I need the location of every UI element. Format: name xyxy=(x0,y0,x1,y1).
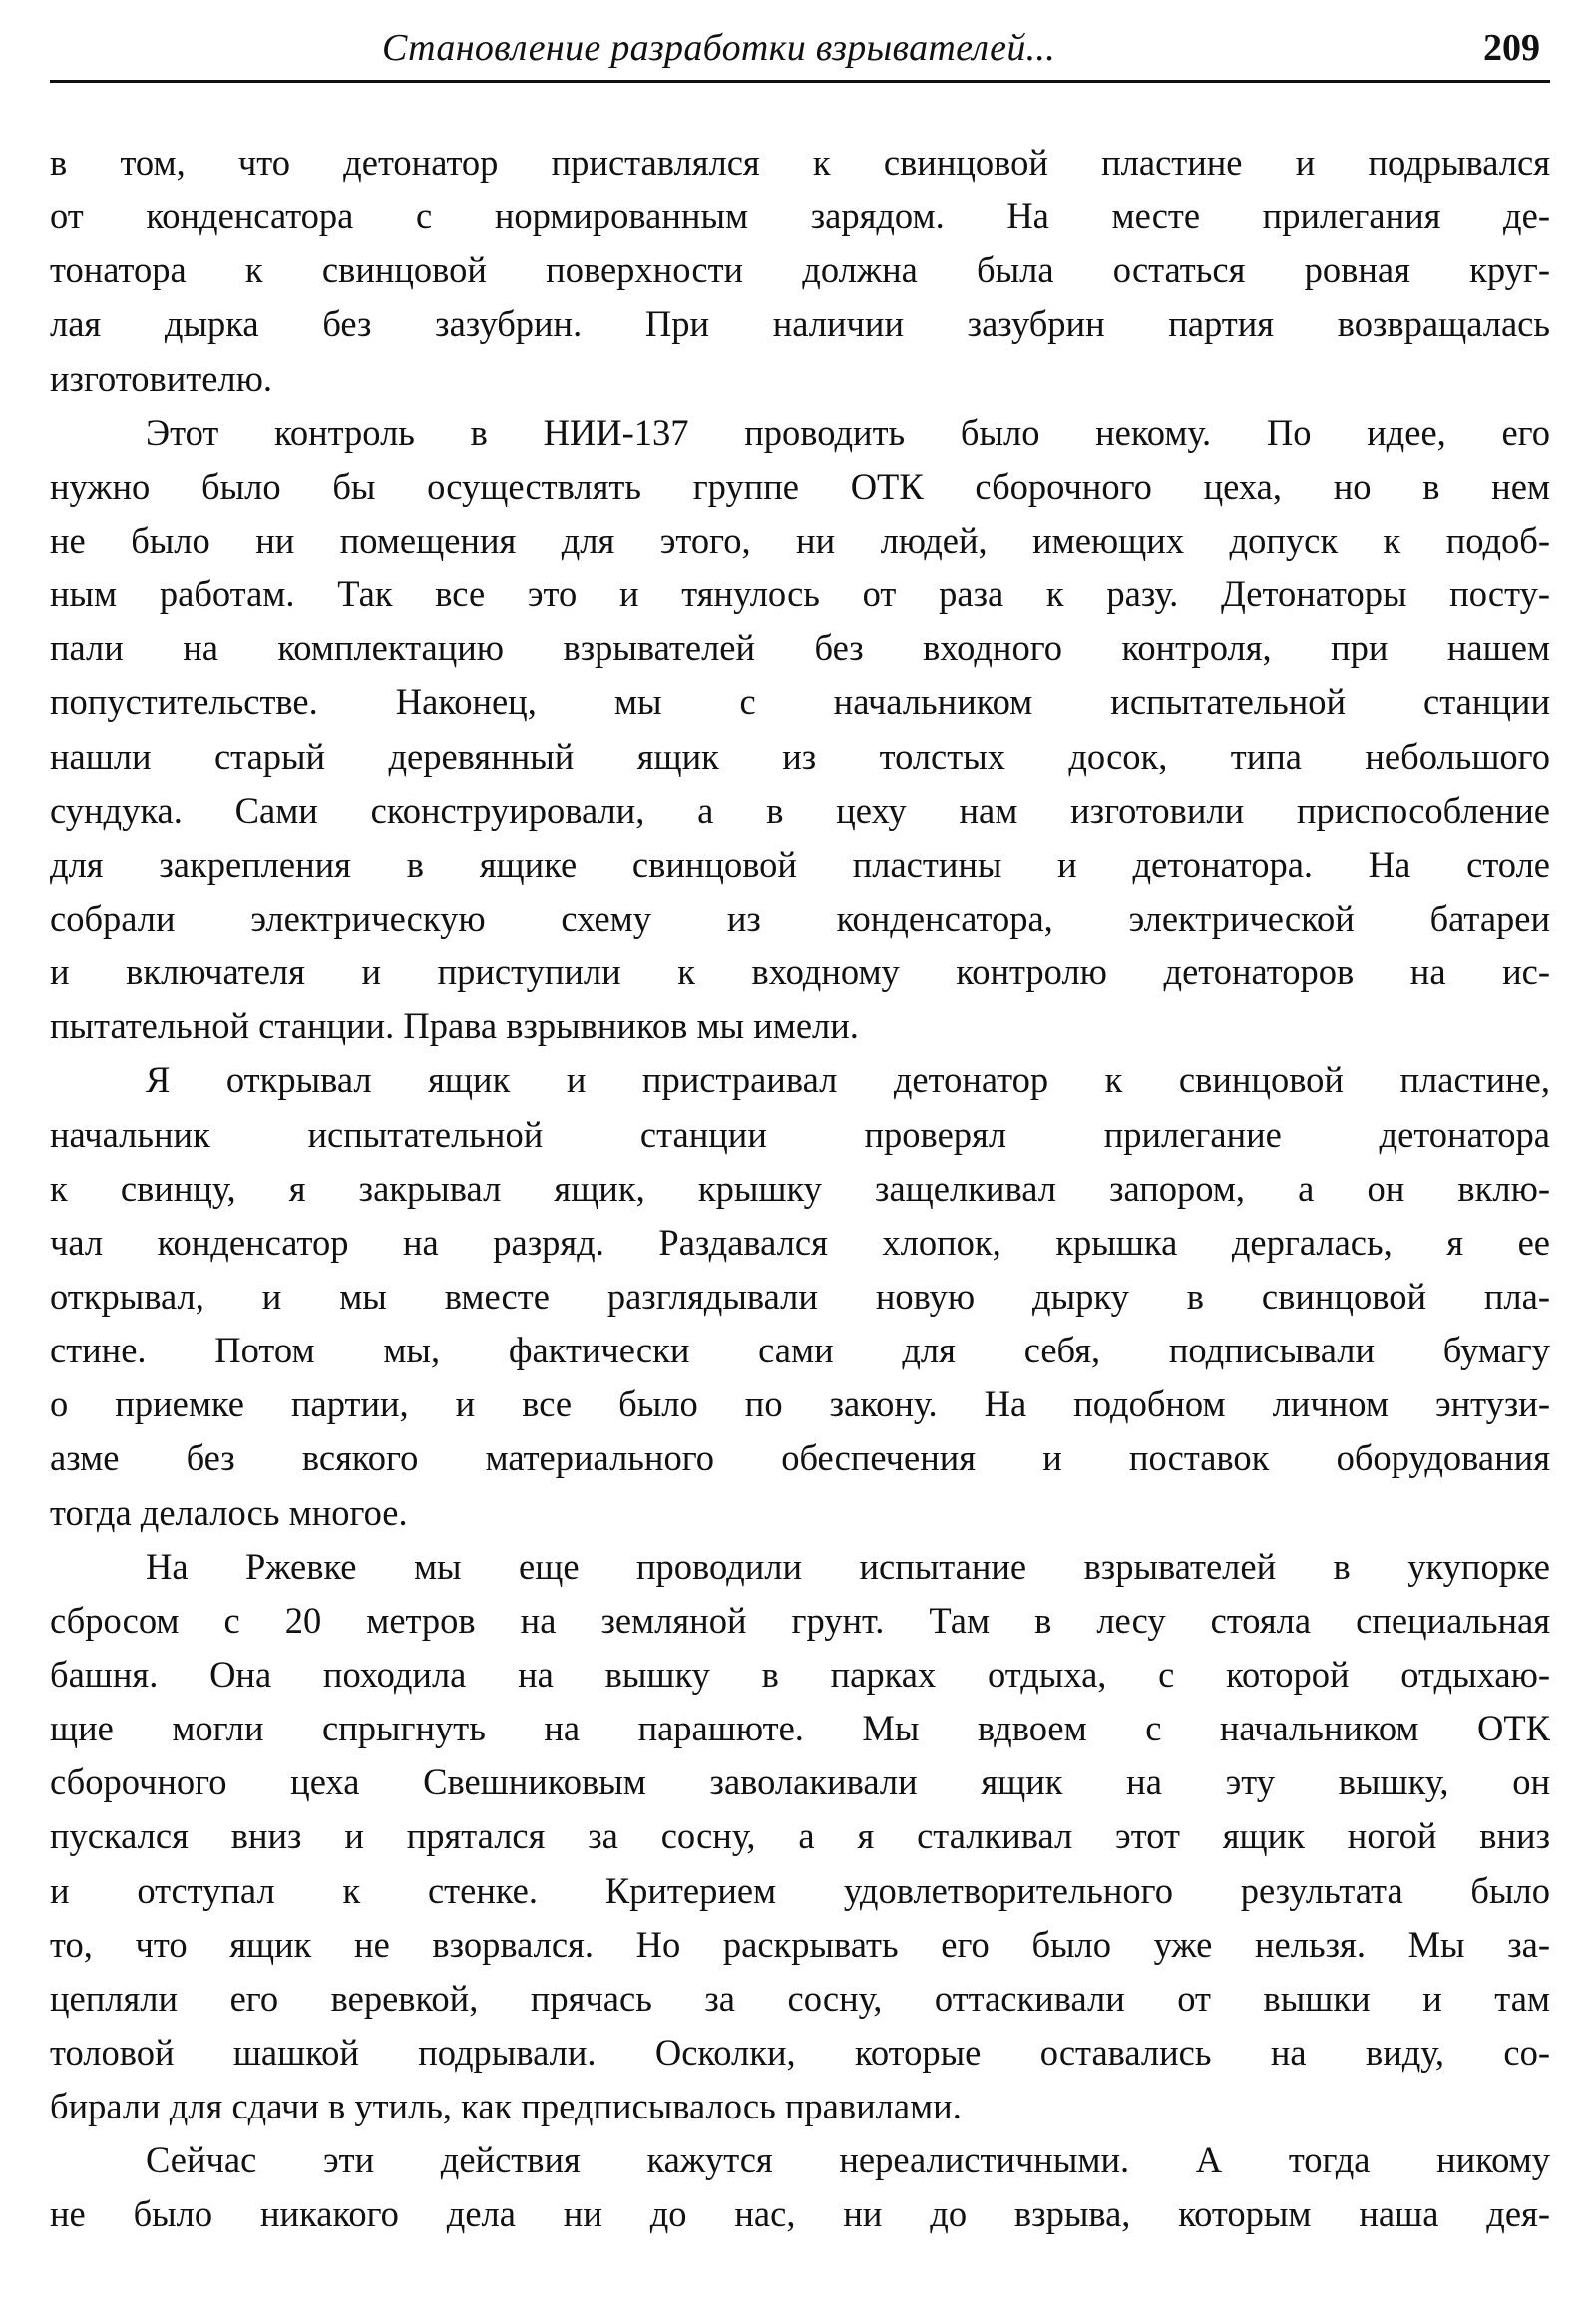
text-line: Этот контроль в НИИ-137 проводить было некому. По идее, его xyxy=(146,411,1550,453)
text-line: сбросом с 20 метров на земляной грунт. Там в лесу стояла специальная xyxy=(50,1599,1550,1641)
text-line: и включателя и приступили к входному контролю детонаторов на ис- xyxy=(50,952,1550,993)
text-line: изготовителю. xyxy=(50,357,273,399)
text-line: сундука. Сами сконструировали, а в цеху нам изготовили приспособление xyxy=(50,789,1550,831)
text-line: щие могли спрыгнуть на парашюте. Мы вдвоем с начальником ОТК xyxy=(50,1708,1550,1749)
page-number: 209 xyxy=(1483,27,1540,69)
text-line: тонатора к свинцовой поверхности должна была остаться ровная круг- xyxy=(50,249,1550,291)
running-title: Становление разработки взрывателей... xyxy=(382,27,1056,69)
text-line: башня. Она походила на вышку в парках отдыха, с которой отдыхаю- xyxy=(50,1653,1550,1695)
running-header xyxy=(50,22,1550,83)
text-line: в том, что детонатор приставлялся к свинцовой пластине и подрывался xyxy=(50,142,1550,183)
text-line: азме без всякого материального обеспечения и поставок оборудования xyxy=(50,1437,1550,1479)
text-line: пускался вниз и прятался за сосну, а я сталкивал этот ящик ногой вниз xyxy=(50,1815,1550,1857)
text-line: тогда делалось многое. xyxy=(50,1491,408,1533)
text-line: чал конденсатор на разряд. Раздавался хлопок, крышка дергалась, я ее xyxy=(50,1221,1550,1263)
text-line: и отступал к стенке. Критерием удовлетворительного результата было xyxy=(50,1869,1550,1911)
text-line: к свинцу, я закрывал ящик, крышку защелкивал запором, а он вклю- xyxy=(50,1167,1550,1209)
text-line: пали на комплектацию взрывателей без входного контроля, при нашем xyxy=(50,627,1550,669)
text-line: нужно было бы осуществлять группе ОТК сборочного цеха, но в нем xyxy=(50,465,1550,507)
text-line: Сейчас эти действия кажутся нереалистичными. А тогда никому xyxy=(146,2139,1550,2181)
text-line: стине. Потом мы, фактически сами для себя, подписывали бумагу xyxy=(50,1330,1550,1371)
text-line: ным работам. Так все это и тянулось от раза к разу. Детонаторы посту- xyxy=(50,574,1550,615)
text-line: от конденсатора с нормированным зарядом. На месте прилегания де- xyxy=(50,195,1550,237)
text-line: нашли старый деревянный ящик из толстых досок, типа небольшого xyxy=(50,735,1550,777)
text-line: о приемке партии, и все было по закону. На подобном личном энтузи- xyxy=(50,1383,1550,1425)
text-line: то, что ящик не взорвался. Но раскрывать его было уже нельзя. Мы за- xyxy=(50,1923,1550,1965)
text-line: Я открывал ящик и пристраивал детонатор к свинцовой пластине, xyxy=(146,1059,1550,1101)
text-line: бирали для сдачи в утиль, как предписывалось правилами. xyxy=(50,2086,962,2127)
text-line: На Ржевке мы еще проводили испытание взрывателей в укупорке xyxy=(146,1545,1550,1587)
text-line: сборочного цеха Свешниковым заволакивали ящик на эту вышку, он xyxy=(50,1761,1550,1803)
text-line: не было никакого дела ни до нас, ни до взрыва, которым наша дея- xyxy=(50,2193,1550,2235)
text-line: начальник испытательной станции проверял прилегание детонатора xyxy=(50,1113,1550,1155)
text-line: лая дырка без зазубрин. При наличии зазубрин партия возвращалась xyxy=(50,303,1550,345)
text-line: толовой шашкой подрывали. Осколки, которые оставались на виду, со- xyxy=(50,2031,1550,2073)
text-line: цепляли его веревкой, прячась за сосну, оттаскивали от вышки и там xyxy=(50,1977,1550,2019)
text-line: не было ни помещения для этого, ни людей, имеющих допуск к подоб- xyxy=(50,519,1550,561)
body-text xyxy=(50,136,1550,2241)
text-line: собрали электрическую схему из конденсатора, электрической батареи xyxy=(50,897,1550,939)
text-line: открывал, и мы вместе разглядывали новую дырку в свинцовой пла- xyxy=(50,1275,1550,1317)
text-line: для закрепления в ящике свинцовой пластины и детонатора. На столе xyxy=(50,843,1550,885)
text-line: пытательной станции. Права взрывников мы имели. xyxy=(50,1005,859,1047)
text-line: попустительстве. Наконец, мы с начальником испытательной станции xyxy=(50,681,1550,723)
